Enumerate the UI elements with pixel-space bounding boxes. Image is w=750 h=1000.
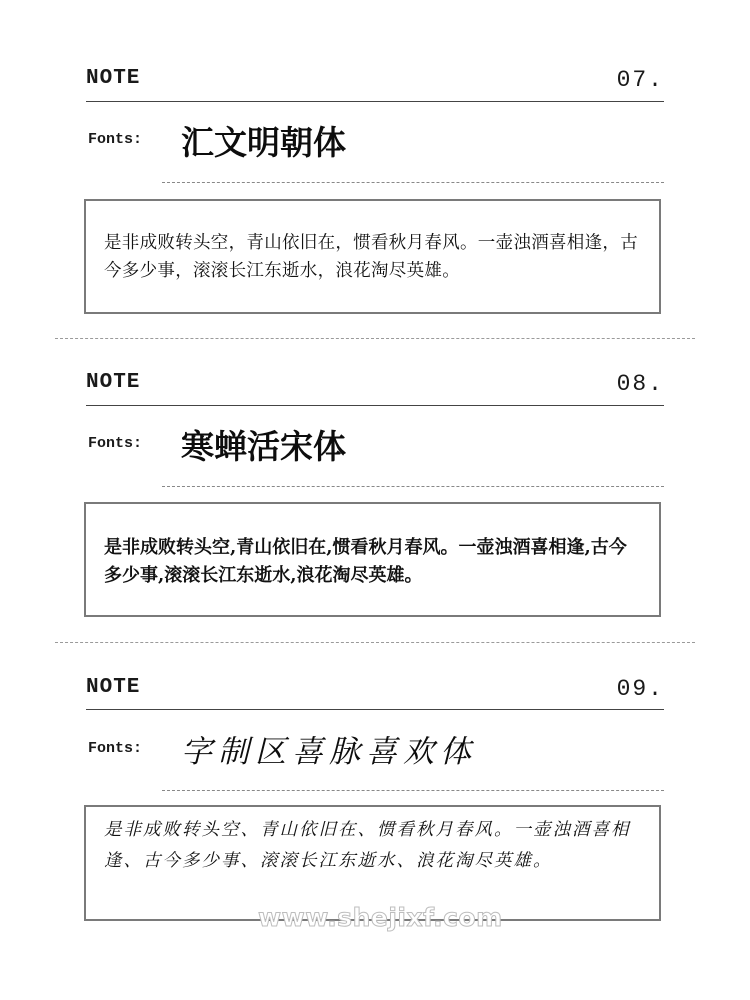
- dashed-rule: [162, 486, 664, 487]
- fonts-label: Fonts:: [88, 435, 143, 452]
- section-divider: [55, 338, 695, 339]
- sample-text: 是非成败转头空，青山依旧在，惯看秋月春风。一壶浊酒喜相逢，古今多少事，滚滚长江东逝水，浪花淘尽英雄。: [104, 233, 638, 281]
- sample-text: 是非成败转头空,青山依旧在,惯看秋月春风。一壶浊酒喜相逢,古今多少事,滚滚长江东逝水,浪花淘尽英雄。: [104, 537, 627, 586]
- sample-box: [84, 199, 661, 314]
- header-rule: [86, 101, 664, 102]
- note-number: 08.: [616, 371, 664, 397]
- note-header: [86, 67, 664, 97]
- font-name: 汇文明朝体: [181, 123, 346, 162]
- section-divider: [55, 642, 695, 643]
- note-label: NOTE: [86, 371, 141, 394]
- sample-box: [84, 502, 661, 617]
- note-label: NOTE: [86, 676, 141, 699]
- note-number: 07.: [616, 67, 664, 93]
- font-name: 字制区喜脉喜欢体: [181, 734, 477, 770]
- note-header: [86, 676, 664, 706]
- fonts-label: Fonts:: [88, 740, 143, 757]
- watermark: www.shejixf.com: [258, 903, 503, 932]
- note-number: 09.: [616, 676, 664, 702]
- dashed-rule: [162, 790, 664, 791]
- header-rule: [86, 709, 664, 710]
- dashed-rule: [162, 182, 664, 183]
- header-rule: [86, 405, 664, 406]
- fonts-label: Fonts:: [88, 131, 143, 148]
- note-header: [86, 371, 664, 401]
- note-label: NOTE: [86, 67, 141, 90]
- font-name: 寒蝉活宋体: [181, 427, 346, 466]
- sample-text: 是非成败转头空、青山依旧在、惯看秋月春风。一壶浊酒喜相逢、古今多少事、滚滚长江东逝水、浪花淘尽英雄。: [104, 820, 631, 871]
